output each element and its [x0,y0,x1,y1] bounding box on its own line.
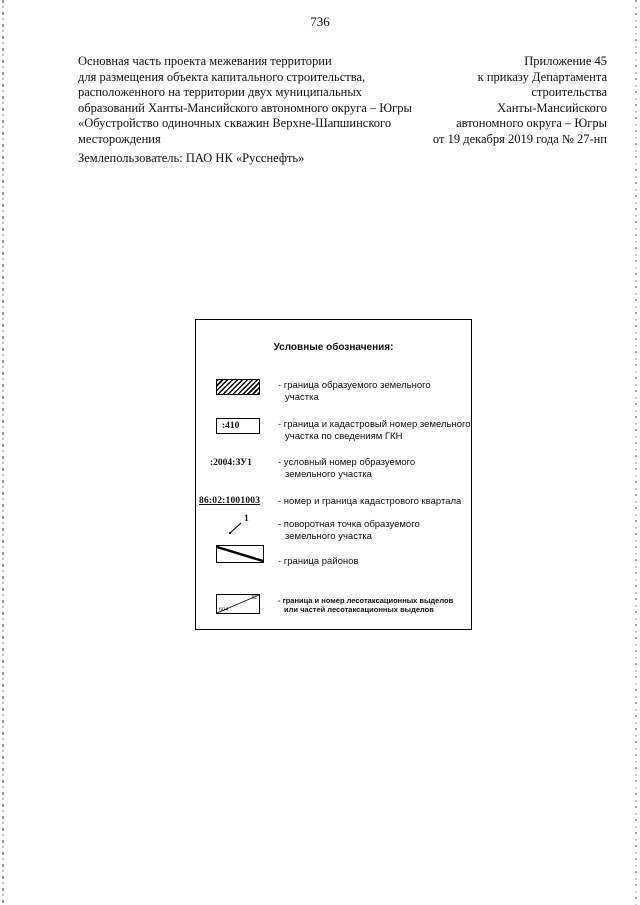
appendix-line-2: к приказу Департамента [477,69,607,84]
district-border-icon [216,545,264,563]
forest-number-b: 32 [251,595,257,601]
page-number: 736 [310,14,330,29]
title-line-1: Основная часть проекта межевания территории [78,54,332,68]
appendix-line-1: Приложение 45 [524,54,607,68]
title-line-6: месторождения [78,131,161,146]
appendix-line-3: строительства [531,85,607,100]
legend-box [195,319,472,630]
legend-title: Условные обозначения: [273,342,394,353]
legend-item-gkn-border: - граница и кадастровый номер земельного участка по сведениям ГКН [278,419,471,442]
appendix-block [407,54,607,148]
turning-point-number: 1 [244,514,249,524]
legend-item-conditional-number: - условный номер образуемого земельного участка [278,457,416,480]
legend-item-land-plot-border: - граница образуемого земельного участка [278,380,431,403]
legend-item-district-border: - граница районов [278,556,359,567]
forest-compartment-icon [216,594,260,614]
land-user: Землепользователь: ПАО НК «Русснефть» [78,150,305,165]
title-line-3: расположенного на территории двух муниципальных [78,85,363,100]
scan-edge-right [635,0,637,905]
cadastral-quarter-label: 86:02:1001003 [199,496,261,506]
appendix-line-4: Ханты-Мансийского [497,100,607,115]
scan-edge-left [2,0,4,905]
forest-number-a: 604 [219,607,228,613]
legend-item-cadastral-quarter: - номер и граница кадастрового квартала [278,496,462,507]
title-line-2: для размещения объекта капитального строительства, [78,69,366,84]
hatched-rect-icon [216,379,260,395]
appendix-line-5: автономного округа – Югры [456,116,607,131]
conditional-number-label: :2004:ЗУ1 [210,458,252,468]
appendix-line-6: от 19 декабря 2019 года № 27-нп [432,131,607,146]
title-line-5: «Обустройство одиночных скважин Верхне-Шапшинского [78,116,392,131]
project-title-block [78,54,412,166]
legend-item-turning-point: - поворотная точка образуемого земельного участка [278,519,420,542]
turning-point-icon [228,516,252,536]
title-line-4: образований Ханты-Мансийского автономного округа – Югры [78,100,412,115]
legend-item-forest-compartment: - граница и номер лесотаксационных выделов или частей лесотаксационных выделов [278,596,454,614]
cadastral-number-box: :410 [216,418,260,434]
